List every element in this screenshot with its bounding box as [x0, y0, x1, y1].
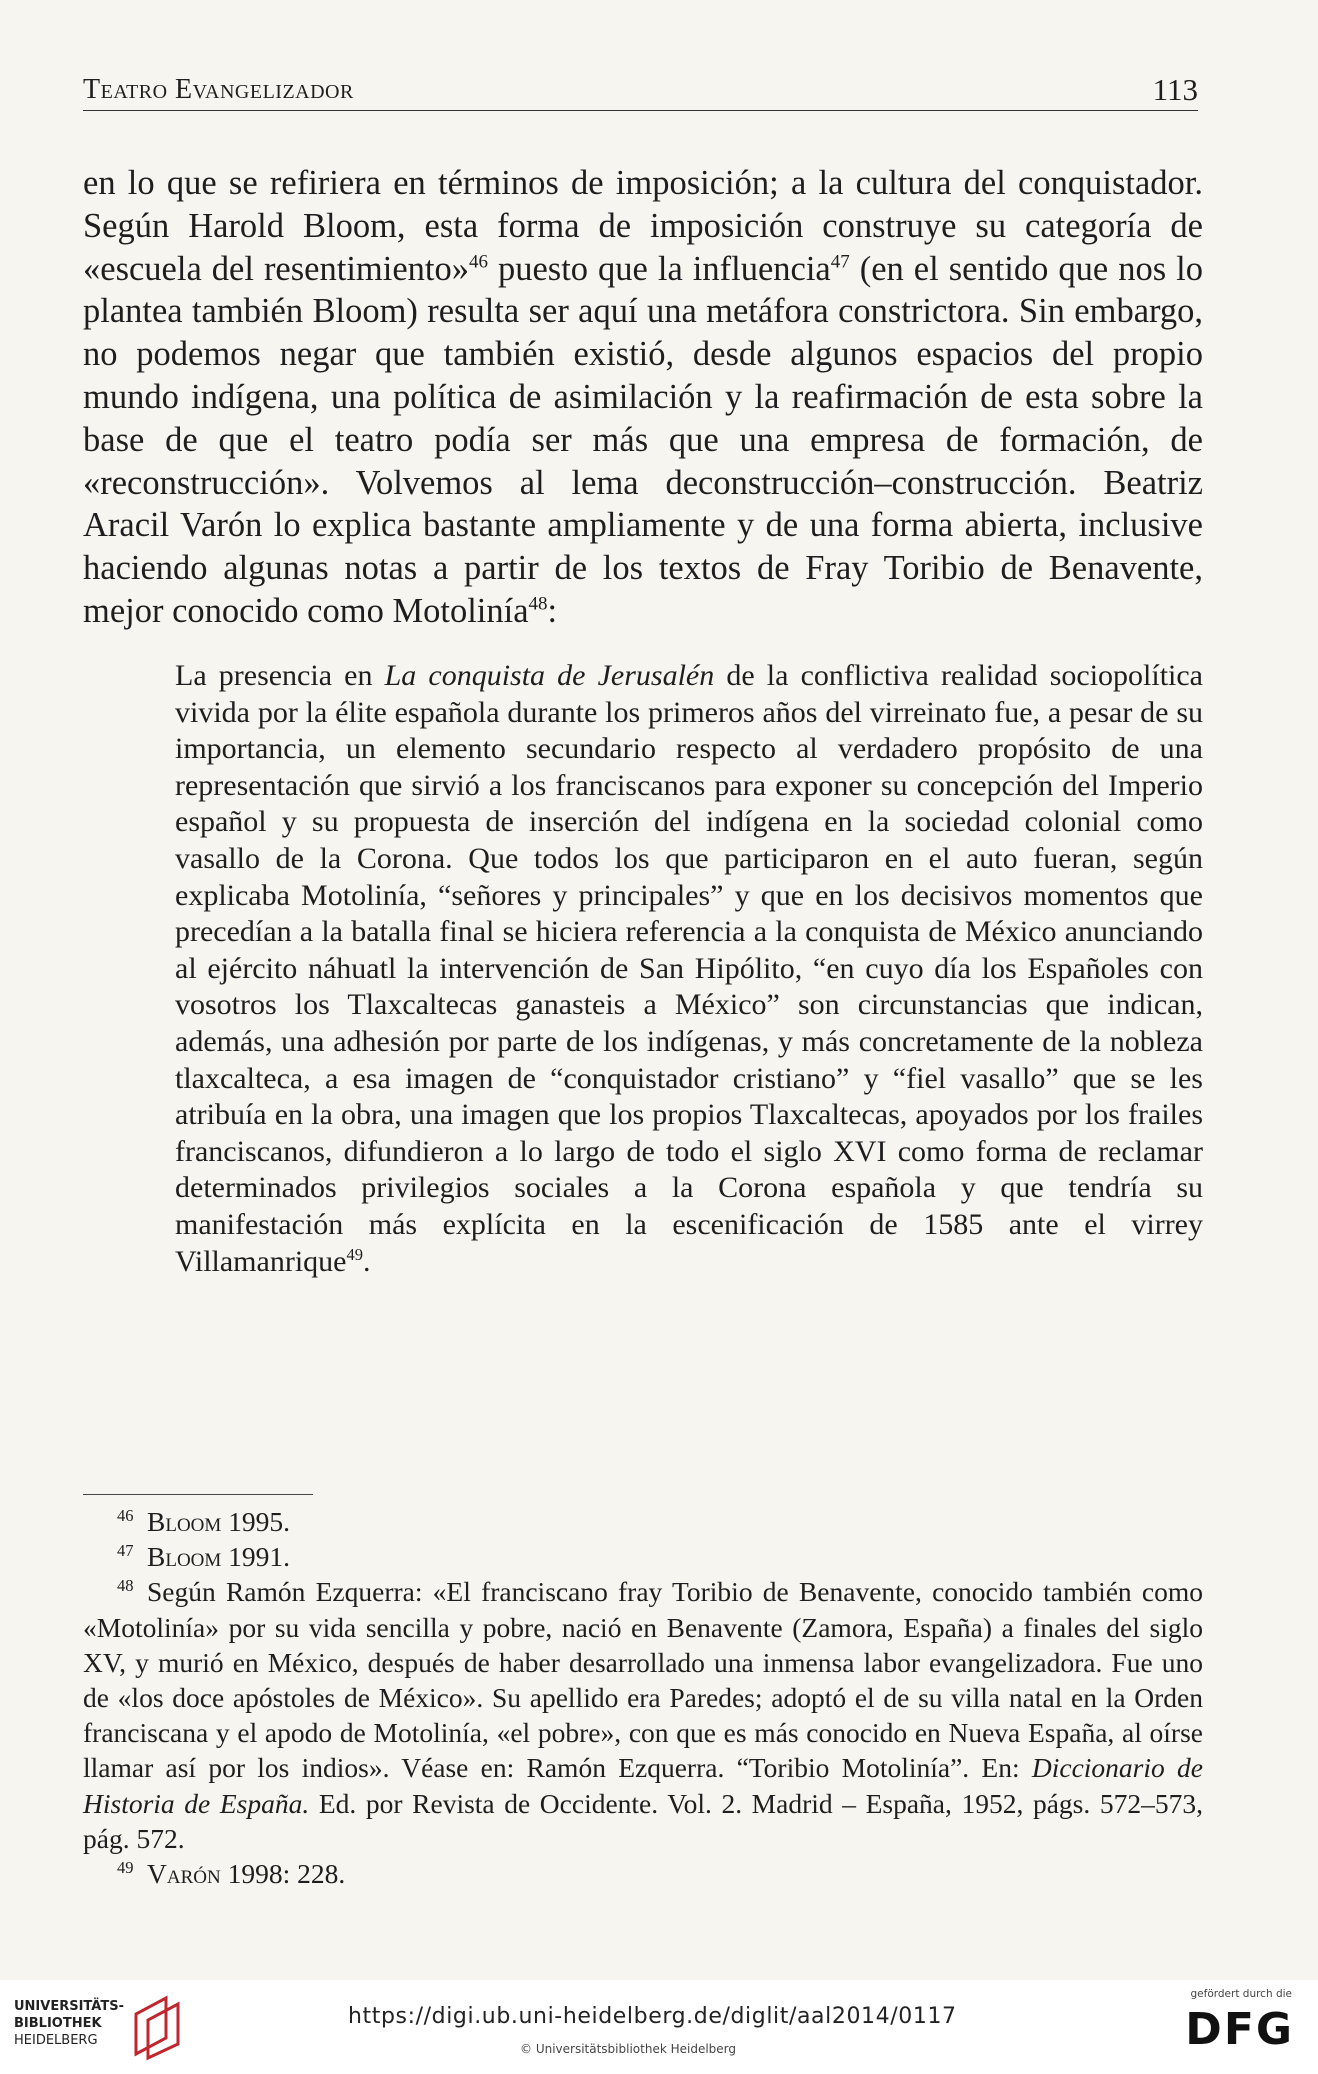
funding-caption: gefördert durch die: [1190, 1988, 1292, 2000]
footnote-47: 47 Bloom 1991.: [117, 1541, 291, 1573]
main-paragraph: en lo que se refiriera en términos de imposición; a la cultura del conquistador. Según Harold Bloom, esta forma de imposición construye su categoría de «escuela del resentimiento»$^{46}$ puesto que la influencia$^{47}$ (en el sentido que nos lo plantea también Bloom) resulta ser aquí una metáfora constrictora. Sin embargo, no podemos negar que también existió, desde algunos espacios del propio mundo indígena, una política de asimilación y la reafirmación de esta sobre la base de que el teatro podía ser más que una empresa de formación, de «reconstrucción». Volvemos al lema deconstrucción–construcción. Beatriz Aracil Varón lo explica bastante ampliamente y de una forma abierta, inclusive haciendo algunas notas a partir de los textos de Fray Toribio de Benavente, mejor conocido como Motolinía$^{48}$:: [83, 164, 1204, 630]
viewer-footer: [0, 1980, 1318, 2074]
block-quote: La presencia en La conquista de Jerusalén de la conflictiva realidad sociopolítica vivida por la élite española durante los primeros años del virreinato fue, a pesar de su importancia, un elemento secundario respecto al verdadero propósito de una representación que sirvió a los franciscanos para exponer su concepción del Imperio español y su propuesta de inserción del indígena en la sociedad colonial como vasallo de la Corona. Que todos los que participaron en el auto fueran, según explicaba Motolinía, “señores y principales” y que en los decisivos momentos que precedían a la batalla final se hiciera referencia a la conquista de México anunciando al ejército náhuatl la intervención de San Hipólito, “en cuyo día los Españoles con vosotros los Tlaxcaltecas ganasteis a México” son circunstancias que indican, además, una adhesión por parte de los indígenas, y más concretamente de la nobleza tlaxcalteca, a esa imagen de “conquistador cristiano” y “fiel vasallo” que se les atribuía en la obra, una imagen que los propios Tlaxcaltecas, apoyados por los frailes franciscanos, difundieron a lo largo de todo el siglo XVI como forma de reclamar determinados privilegios sociales a la Corona española y que tendría su manifestación más explícita en la escenificación de 1585 ante el virrey Villamanrique$^{49}$.: [175, 659, 1203, 1278]
footnote-ref-47[interactable]: 47: [830, 251, 850, 273]
library-logo-icon[interactable]: [128, 1992, 188, 2062]
running-header: [83, 70, 1198, 111]
footnote-46: 46 Bloom 1995.: [117, 1505, 291, 1537]
footnote-ref-49[interactable]: 49: [346, 1244, 363, 1264]
copyright-notice: © Universitätsbibliothek Heidelberg: [520, 2042, 737, 2056]
footnote-49: 49 Varón 1998: 228.: [117, 1857, 346, 1890]
footnote-ref-46[interactable]: 46: [468, 251, 488, 273]
permalink-url[interactable]: https://digi.ub.uni-heidelberg.de/diglit/aal2014/0117: [348, 2004, 957, 2029]
library-name[interactable]: UNIVERSITÄTS- BIBLIOTHEK HEIDELBERG: [14, 1999, 124, 2048]
footnote-48: 48 Según Ramón Ezquerra: «El franciscano fray Toribio de Benavente, conocido también como «Motolinía» por su vida sencilla y pobre, nació en Benavente (Zamora, España) a finales del siglo XV, y murió en México, después de haber desarrollado una inmensa labor evangelizadora. Fue uno de «los doce apóstoles de México». Su apellido era Paredes; adoptó el de su villa natal en la Orden franciscana y el apodo de Motolinía, «el pobre», con que es más conocido en Nueva España, al oírse llamar así por los indios». Véase en: Ramón Ezquerra. “Toribio Motolinía”. En: Diccionario de Historia de España. Ed. por Revista de Occidente. Vol. 2. Madrid – España, 1952, págs. 572–573, pág. 572.: [83, 1576, 1203, 1854]
footnotes: [83, 1504, 1203, 1891]
page-number: 113: [1152, 72, 1198, 107]
dfg-logo[interactable]: DFG: [1185, 2004, 1294, 2055]
footnote-separator: [83, 1494, 313, 1495]
footnote-ref-48[interactable]: 48: [528, 593, 548, 615]
quote-italic-title: La conquista de Jerusalén: [384, 659, 715, 692]
running-title: Teatro Evangelizador: [83, 74, 354, 105]
